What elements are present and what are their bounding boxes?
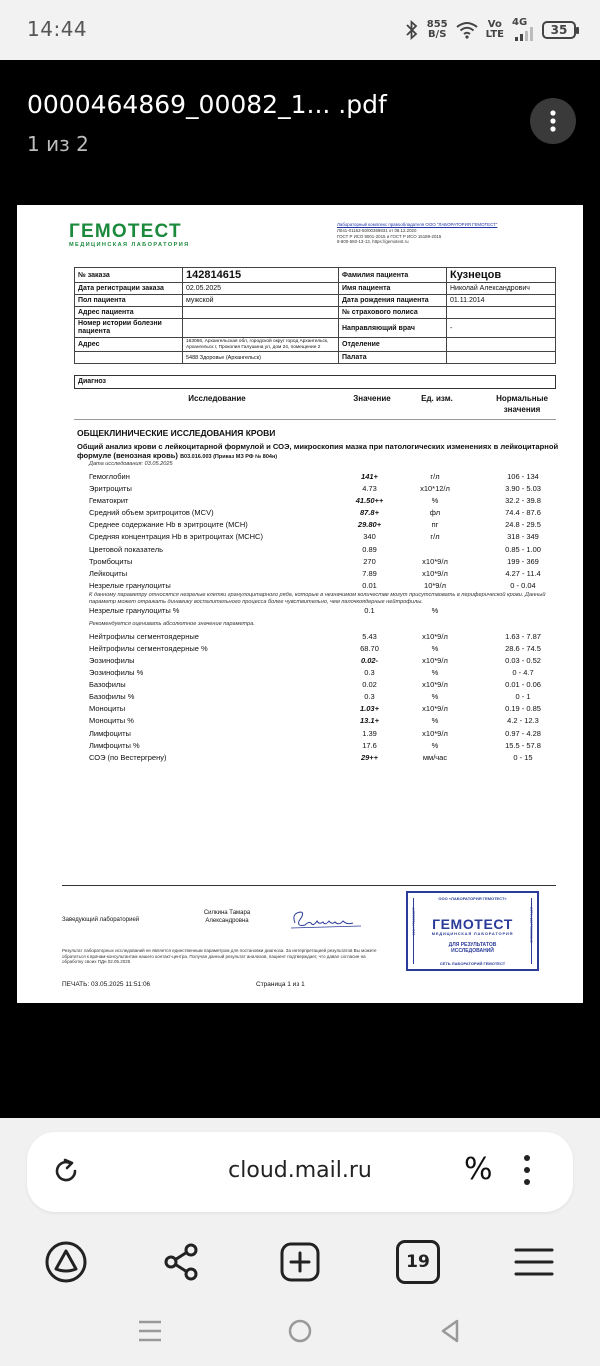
cell-name: Нейтрофилы сегментоядерные % xyxy=(89,643,208,653)
cell-unit: x10*9/л xyxy=(422,680,448,690)
volte-indicator: Vo LTE xyxy=(485,19,504,40)
cell-name: Среднее содержание Hb в эритроците (MCH) xyxy=(89,520,248,530)
table-row xyxy=(17,531,583,543)
table-row xyxy=(17,667,583,679)
cell-name: Базофилы % xyxy=(89,692,135,702)
cell-unit: x10*9/л xyxy=(422,631,448,641)
lab-info: Лабораторный комплекс правообладателя ООО "ЛАБОРАТОРИЯ ГЕМОТЕСТ" Л041-01162-50/00369831 от 08.12.2020 ГОСТ Р ИСО 9001-2015 и ГОСТ Р ИСО 15189-2015 8-800-550-13-13, https://gemotest.ru xyxy=(337,222,498,245)
cell-range: 0.01 - 0.06 xyxy=(505,680,541,690)
cell-range: 74.4 - 87.6 xyxy=(505,508,541,518)
cell-name: Гематокрит xyxy=(89,496,129,506)
cell-range: 28.6 - 74.5 xyxy=(505,643,541,653)
cell-unit: пг xyxy=(431,520,439,530)
cell-name: Эозинофилы xyxy=(89,656,135,665)
cell-unit: % xyxy=(431,668,439,678)
cell-unit: % xyxy=(431,496,439,506)
diagnosis-row: Диагноз xyxy=(74,375,556,389)
net-speed: 855 B/S xyxy=(426,19,448,40)
cell-range: 0.03 - 0.52 xyxy=(505,656,541,665)
cell-unit: x10*9/л xyxy=(422,704,448,714)
divider xyxy=(74,419,556,420)
cell-range: 106 - 134 xyxy=(507,472,539,481)
table-row: Незрелые гранулоциты % 0.1 % xyxy=(89,606,439,616)
cell-range: 318 - 349 xyxy=(507,532,539,542)
table-row xyxy=(17,691,583,703)
address-bar[interactable] xyxy=(27,1132,573,1212)
cell-name: СОЭ (по Вестергрену) xyxy=(89,752,167,762)
page-counter: 1 из 2 xyxy=(27,132,89,156)
table-row xyxy=(17,471,583,483)
cell-range: 1.63 - 7.87 xyxy=(505,631,541,641)
table-row xyxy=(17,655,583,667)
head-name: Силкина Тамара Александровна xyxy=(203,910,251,924)
page-number: Страница 1 из 1 xyxy=(256,981,305,988)
note-immature: К данному параметру относятся незрелые клетки гранулоцитарного ряда, которые в незначимом количестве могут присутствовать в периферической крови. Данный параметр может отражать динамику воспалительного процесса более чувствительно, чем палочкоядерные нейтрофилы. xyxy=(89,591,546,605)
table-row xyxy=(17,507,583,519)
file-title: 0000464869_00082_1... .pdf xyxy=(27,90,387,119)
cell-range: 4.27 - 11.4 xyxy=(505,568,541,578)
share-icon[interactable] xyxy=(160,1240,204,1284)
cell-name: Лейкоциты xyxy=(89,568,128,578)
cell-unit: % xyxy=(431,716,439,726)
pdf-page[interactable]: ГЕМОТЕСТ МЕДИЦИНСКАЯ ЛАБОРАТОРИЯ Лабораторный комплекс правообладателя ООО "ЛАБОРАТОРИЯ ГЕМОТЕСТ" Л041-01162-50/00369831 от 08.12.2020 ГОСТ Р ИСО 9001-2015 и ГОСТ Р ИСО 15189-2015 8-800-550-13-13, https://gemotest.ru № заказа 142814615 Фамилия пациента Кузнецов Дата регистрации заказа 02.05.2025 Имя пациента Николай Александрович Пол пациента мужской Дата рождения пациента 01.11.2014 Адрес пациента № страхового полиса Номер истории болезни пациента Направляющий врач - Адрес 163066, Архангельская обл, городской округ город Архангельск, Архангельск г, Прокопия Галушина ул, дом 24, помещение 2 Отделение 5488 Здоровье (Архангельск) Палата Диагноз Исследование Значение Ед. изм. Нормальные значения ОБЩЕКЛИНИЧЕСКИЕ ИССЛЕДОВАНИЯ КРОВИ Общий анализ крови с лейкоцитарной формулой и СОЭ, микроскопия мазка при патологических изменениях в лейкоцитарной формуле (венозная кровь) В03.016.003 (Приказ МЗ РФ № 804н) Дата исследования: 03.05.2025 Гемоглобин 141+ г/л 106 - 134 Эритроциты 4.73 x10*12/л 3.90 - 5.03 Гематокрит 41.50++ % 32.2 - 39.8 Средний объем эритроцитов (MCV) 87.8+ фл 74.4 - 87.6 Среднее содержание Hb в эритроците (MCH) 29.80+ пг 24.8 - 29.5 Средняя концентрация Hb в эритроцитах (MCHC) 340 г/л 318 - 349 Цветовой показатель 0.89 0.85 - 1.00 Тромбоциты 270 x10*9/л 199 - 369 Лейкоциты 7.89 x10*9/л 4.27 - 11.4 Незрелые гранулоциты 0.01 10*9/л 0 - 0.04 К данному параметру относятся незрелые клетки гранулоцитарного ряда, которые в незначимом количестве могут присутствовать в периферической крови. Данный параметр может отражать динамику воспалительного процесса более чувствительно, чем палочкоядерные нейтрофилы. Незрелые гранулоциты % 0.1 % Рекомендуется оценивать абсолютное значение параметра. Нейтрофилы сегментоядерные 5.43 x10*9/л 1.63 - 7.87 Нейтрофилы сегментоядерные % 68.70 % 28.6 - 74.5 Эозинофилы 0.02- x10*9/л 0.03 - 0.52 Эозинофилы % 0.3 % 0 - 4.7 Базофилы 0.02 x10*9/л 0.01 - 0.06 Базофилы % 0.3 % 0 - 1 Моноциты 1.03+ x10*9/л 0.19 - 0.85 Моноциты % 13.1+ % 4.2 - 12.3 Лимфоциты 1.39 x10*9/л 0.97 - 4.28 Лимфоциты % 17.6 % 15.5 - 57.8 СОЭ (по Вестергрену) 29++ мм/час 0 - 15 Заведующий лабораторией Силкина Тамара Александровна Результат лабораторных исследований не является единственным параметром для постановки диагноза. За интерпретацией результатов Вы можете обратиться к врачам-консультантам нашего контакт-центра. Получая данный результат анализов, пациент подтверждает, что давал согласие на обработку своих ПДн 02.05.2025 ПЕЧАТЬ: 03.05.2025 11:51:06 Страница 1 из 1 ООО «ЛАБОРАТОРИЯ ГЕМОТЕСТ» ГЕМОТЕСТ МЕДИЦИНСКАЯ ЛАБОРАТОРИЯ ДЛЯ РЕЗУЛЬТАТОВ ИССЛЕДОВАНИЙ СЕТЬ ЛАБОРАТОРИЙ ГЕМОТЕСТ ИНН 7706660877 ОГРН 1027706000840 xyxy=(17,205,583,1003)
cell-range: 0.85 - 1.00 xyxy=(505,544,541,554)
cell-range: 0 - 1 xyxy=(515,692,531,702)
cell-range: 15.5 - 57.8 xyxy=(505,740,541,750)
cell-unit: % xyxy=(431,692,439,702)
cell-range: 199 - 369 xyxy=(507,556,539,566)
alice-icon[interactable] xyxy=(44,1240,88,1284)
cell-range: 24.8 - 29.5 xyxy=(505,520,541,530)
cell-name: Гемоглобин xyxy=(89,472,130,481)
cell-unit: % xyxy=(431,740,439,750)
note-recommend: Рекомендуется оценивать абсолютное значение параметра. xyxy=(89,621,255,628)
cell-unit: x10*9/л xyxy=(422,728,448,738)
patient-lastname: Кузнецов xyxy=(447,268,556,283)
cell-value: 270 xyxy=(363,556,376,566)
cell-unit: x10*9/л xyxy=(422,556,448,566)
cell-unit: г/л xyxy=(430,532,440,542)
table-row xyxy=(17,568,583,580)
cell-value: 1.39 xyxy=(362,728,377,738)
cell-unit: 10*9/л xyxy=(424,580,446,590)
cell-value: 17.6 xyxy=(362,740,377,750)
cell-value: 0.02 xyxy=(362,680,377,690)
cell-unit: мм/час xyxy=(422,752,448,762)
bluetooth-icon xyxy=(405,20,419,40)
status-time: 14:44 xyxy=(27,17,88,41)
cell-unit: г/л xyxy=(430,472,440,481)
table-row xyxy=(17,728,583,740)
system-navigation xyxy=(0,1308,600,1358)
table-row xyxy=(17,703,583,715)
section-subtitle: Общий анализ крови с лейкоцитарной формулой и СОЭ, микроскопия мазка при патологических изменениях в лейкоцитарной формуле (венозная кровь) В03.016.003 (Приказ МЗ РФ № 804н) xyxy=(77,442,559,460)
browser-bottom-bar xyxy=(0,1118,600,1366)
patient-table: № заказа 142814615 Фамилия пациента Кузнецов Дата регистрации заказа 02.05.2025 Имя пациента Николай Александрович Пол пациента мужской Дата рождения пациента 01.11.2014 Адрес пациента № страхового полиса Номер истории болезни пациента Направляющий врач - Адрес 163066, Архангельская обл, городской округ город Архангельск, Архангельск г, Прокопия Галушина ул, дом 24, помещение 2 Отделение 5488 Здоровье (Архангельск) Палата xyxy=(74,267,556,364)
reader-mode-button[interactable]: % xyxy=(464,1152,493,1187)
cell-value: 41.50++ xyxy=(355,496,384,506)
cell-name: Моноциты % xyxy=(89,716,134,726)
cell-value: 29++ xyxy=(360,752,379,762)
cell-value: 0.89 xyxy=(362,544,377,554)
cell-name: Средняя концентрация Hb в эритроцитах (MCHC) xyxy=(89,532,263,542)
cell-unit: % xyxy=(431,643,439,653)
cell-value: 7.89 xyxy=(362,568,377,578)
table-row xyxy=(17,740,583,752)
new-tab-icon[interactable] xyxy=(278,1240,322,1284)
cell-value: 4.73 xyxy=(362,484,377,494)
cell-name: Лимфоциты xyxy=(89,728,131,738)
cell-value: 1.03+ xyxy=(360,704,379,714)
cell-range: 0.97 - 4.28 xyxy=(505,728,541,738)
cell-unit: x10*9/л xyxy=(422,656,448,665)
cell-range: 0.19 - 0.85 xyxy=(505,704,541,714)
table-row xyxy=(17,495,583,507)
table-row xyxy=(17,556,583,568)
gemotest-logo: ГЕМОТЕСТ МЕДИЦИНСКАЯ ЛАБОРАТОРИЯ xyxy=(69,221,190,248)
more-options-button[interactable] xyxy=(530,98,576,144)
study-date: Дата исследования: 03.05.2025 xyxy=(89,461,173,467)
order-number: 142814615 xyxy=(183,268,339,283)
table-row xyxy=(17,752,583,764)
section-title: ОБЩЕКЛИНИЧЕСКИЕ ИССЛЕДОВАНИЯ КРОВИ xyxy=(77,428,276,438)
cell-value: 29.80+ xyxy=(357,520,382,530)
table-row xyxy=(17,483,583,495)
cell-value: 0.3 xyxy=(364,668,375,678)
cell-range: 3.90 - 5.03 xyxy=(505,484,541,494)
cell-value: 5.43 xyxy=(362,631,377,641)
cell-range: 32.2 - 39.8 xyxy=(505,496,541,506)
disclaimer: Результат лабораторных исследований не является единственным параметром для постановки диагноза. За интерпретацией результатов Вы можете обратиться к врачам-консультантам нашего контакт-центра. Получая данный результат анализов, пациент подтверждает, что давал согласие на обработку своих ПДн 02.05.2025 xyxy=(62,948,377,964)
status-bar xyxy=(0,0,600,60)
table-row xyxy=(17,580,583,592)
table-row xyxy=(17,679,583,691)
table-row xyxy=(17,519,583,531)
print-timestamp: ПЕЧАТЬ: 03.05.2025 11:51:06 xyxy=(62,981,151,988)
cell-name: Моноциты xyxy=(89,704,126,714)
table-row xyxy=(17,643,583,655)
cell-name: Цветовой показатель xyxy=(89,544,164,554)
cell-value: 87.8+ xyxy=(360,508,379,518)
home-icon[interactable] xyxy=(287,1318,313,1344)
cell-range: 0 - 15 xyxy=(513,752,533,762)
tabs-icon[interactable]: 19 xyxy=(396,1240,440,1284)
url-text[interactable]: cloud.mail.ru xyxy=(228,1158,372,1183)
cell-name: Нейтрофилы сегментоядерные xyxy=(89,631,199,641)
cell-value: 340 xyxy=(363,532,376,542)
cell-value: 0.3 xyxy=(364,692,375,702)
wifi-icon xyxy=(456,21,478,39)
cell-name: Тромбоциты xyxy=(89,556,133,566)
signal-icon: 4G xyxy=(512,19,534,41)
cell-name: Незрелые гранулоциты xyxy=(89,580,171,590)
table-row xyxy=(17,715,583,727)
cell-range: 0 - 0.04 xyxy=(510,580,536,590)
cell-name: Лимфоциты % xyxy=(89,740,140,750)
cell-value: 141+ xyxy=(361,472,378,481)
cell-value: 0.01 xyxy=(362,580,377,590)
recent-apps-icon[interactable] xyxy=(137,1318,163,1344)
cell-name: Базофилы xyxy=(89,680,126,690)
cell-unit: фл xyxy=(429,508,441,518)
cell-value: 13.1+ xyxy=(360,716,379,726)
menu-icon[interactable] xyxy=(512,1240,556,1284)
results-table xyxy=(17,471,583,764)
table-row xyxy=(17,631,583,643)
cell-value: 0.02- xyxy=(360,656,379,665)
signature-image xyxy=(287,907,367,933)
back-icon[interactable] xyxy=(437,1318,463,1344)
cell-range: 4.2 - 12.3 xyxy=(507,716,539,726)
pdf-viewer-header xyxy=(0,60,600,200)
cell-value: 68.70 xyxy=(360,643,379,653)
browser-toolbar xyxy=(0,1232,600,1292)
more-vertical-icon[interactable] xyxy=(523,1154,531,1186)
cell-name: Эритроциты xyxy=(89,484,132,494)
more-vertical-icon xyxy=(550,110,556,132)
cell-name: Эозинофилы % xyxy=(89,668,144,678)
cell-unit: x10*12/л xyxy=(420,484,450,494)
lab-stamp: ООО «ЛАБОРАТОРИЯ ГЕМОТЕСТ» ГЕМОТЕСТ МЕДИЦИНСКАЯ ЛАБОРАТОРИЯ ДЛЯ РЕЗУЛЬТАТОВ ИССЛЕДОВАНИЙ СЕТЬ ЛАБОРАТОРИЙ ГЕМОТЕСТ ИНН 7706660877 ОГРН 1027706000840 xyxy=(406,891,539,971)
cell-range: 0 - 4.7 xyxy=(512,668,534,678)
cell-unit: x10*9/л xyxy=(422,568,448,578)
footer-divider xyxy=(62,885,556,886)
cell-name: Средний объем эритроцитов (MCV) xyxy=(89,508,214,518)
battery-icon: 35 xyxy=(542,21,576,39)
table-row xyxy=(17,544,583,556)
